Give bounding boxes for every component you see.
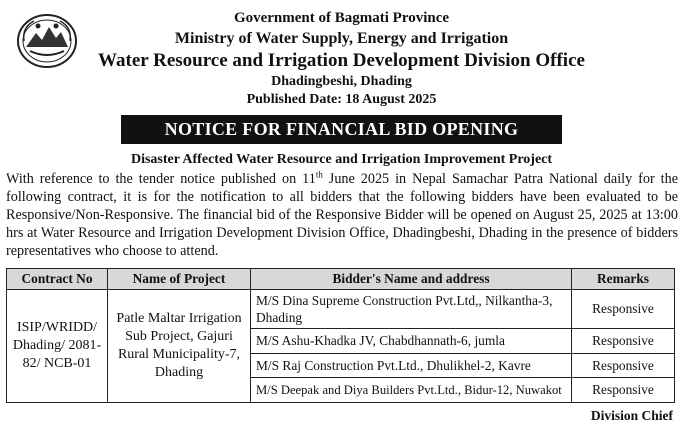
table-header-row [7,269,675,290]
header-project-name: Name of Project [108,269,251,290]
office-name: Water Resource and Irrigation Development Division Office [98,50,585,71]
contract-no-cell: ISIP/WRIDD/ Dhading/ 2081-82/ NCB-01 [7,290,108,403]
office-location: Dhadingbeshi, Dhading [271,74,412,89]
notice-body-part2: June 2025 in Nepal Samachar Patra National daily for the following contract, it is for the notification to all bidders that the following bidders have been evaluated to be Responsive/Non-Responsive. The financial bid of the Responsive Bidder will be opened on August 25, 2025 at 13:00 hrs at Water Resource and Irrigation Development Division Office, Dhadingbeshi, Dhading in the presence of bidders representatives who choose to attend. [6,171,678,260]
bidder-cell: M/S Dina Supreme Construction Pvt.Ltd,, Nilkantha-3, Dhading [251,290,572,329]
signature-title: Division Chief [590,408,673,423]
published-date: Published Date: 18 August 2025 [246,92,437,107]
notice-body-part1: With reference to the tender notice published on 11 [6,171,316,187]
ministry-name: Ministry of Water Supply, Energy and Irrigation [174,30,509,47]
remarks-cell: Responsive [572,354,675,378]
bidders-table [6,268,675,403]
header-remarks: Remarks [572,269,675,290]
project-title: Disaster Affected Water Resource and Irrigation Improvement Project [130,152,553,167]
bidder-cell: M/S Deepak and Diya Builders Pvt.Ltd., Bidur-12, Nuwakot [251,378,572,403]
remarks-cell: Responsive [572,378,675,403]
remarks-cell: Responsive [572,329,675,354]
notice-body [6,170,678,260]
notice-title-banner: NOTICE FOR FINANCIAL BID OPENING [121,115,562,144]
remarks-cell: Responsive [572,290,675,329]
table-row [7,290,675,329]
bidder-cell: M/S Raj Construction Pvt.Ltd., Dhulikhel-2, Kavre [251,354,572,378]
header-bidder: Bidder's Name and address [251,269,572,290]
project-name-cell: Patle Maltar Irrigation Sub Project, Gajuri Rural Municipality-7, Dhading [108,290,251,403]
header-contract-no: Contract No [7,269,108,290]
notice-body-ordinal: th [315,169,323,180]
government-name: Government of Bagmati Province [233,10,450,26]
bidder-cell: M/S Ashu-Khadka JV, Chabdhannath-6, jumla [251,329,572,354]
